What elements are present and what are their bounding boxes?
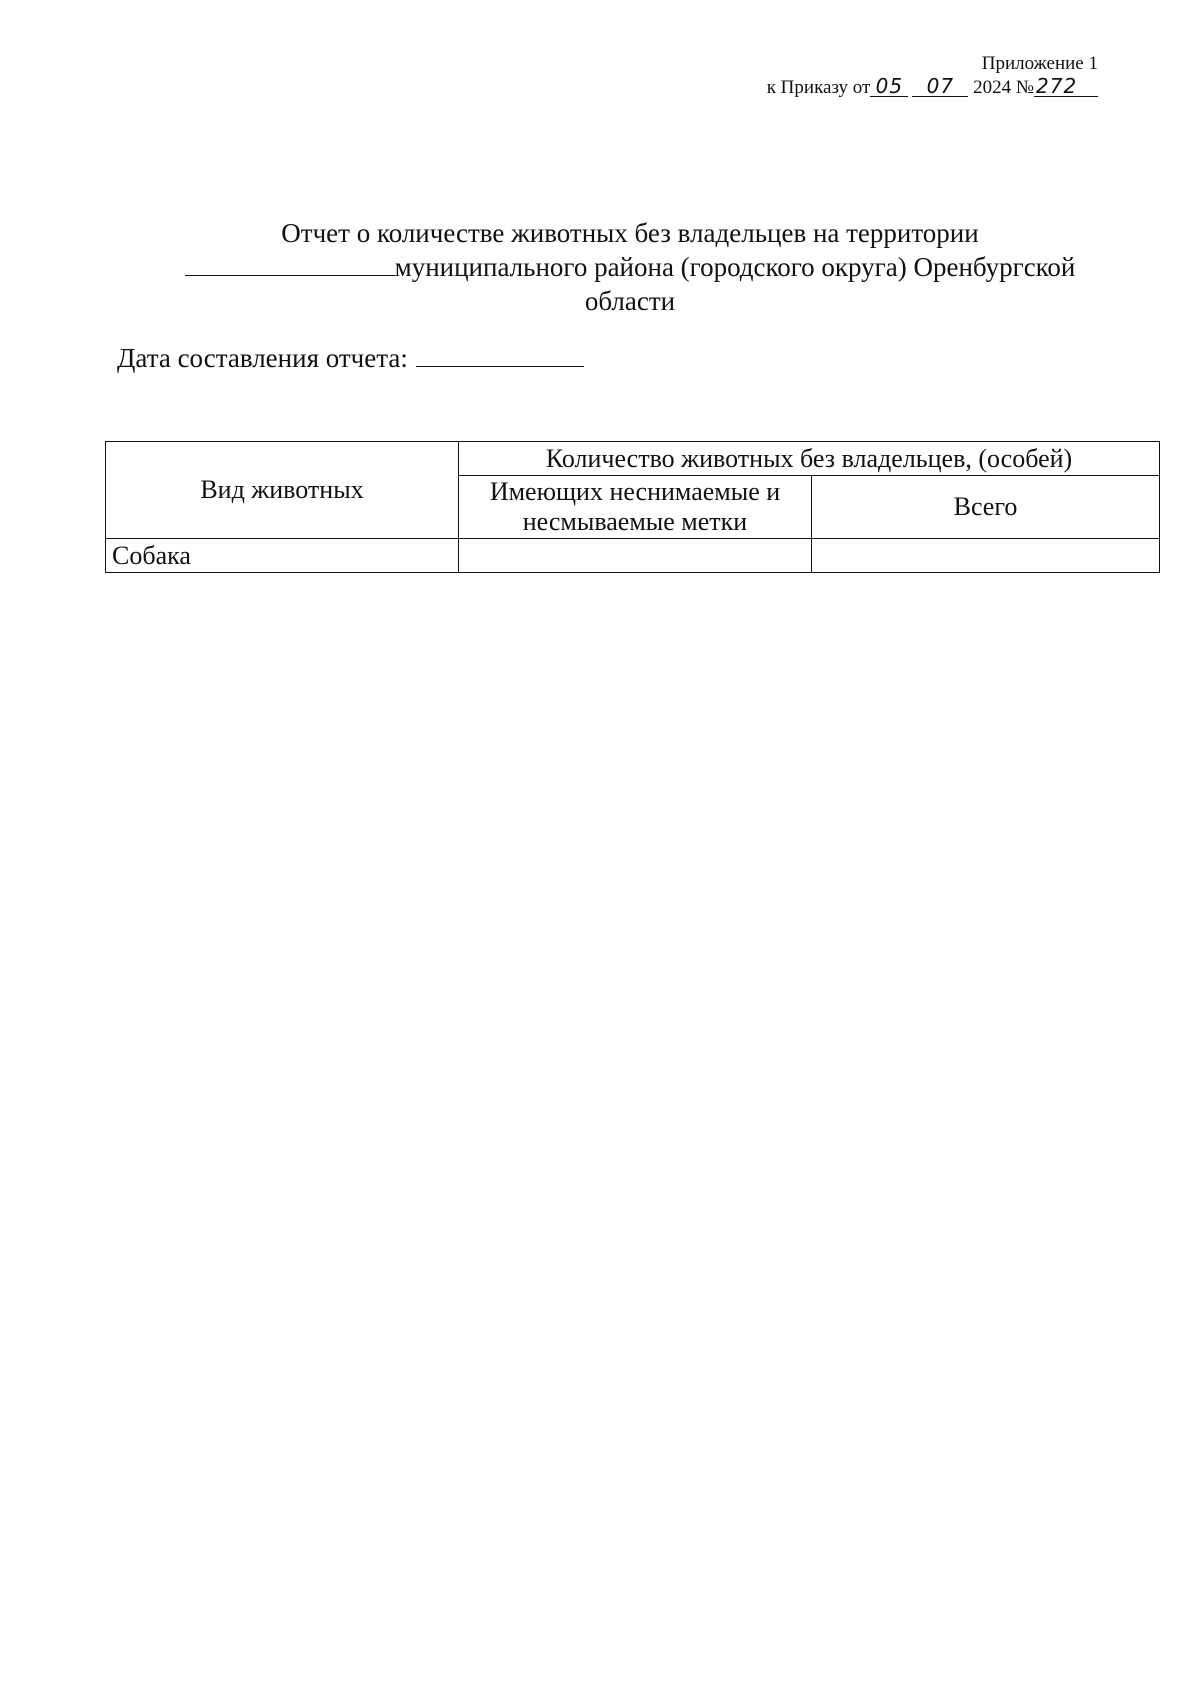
appendix-header xyxy=(767,52,1098,100)
header-marked: Имеющих неснимаемые и несмываемые метки xyxy=(459,476,812,539)
cell-marked xyxy=(459,539,812,573)
report-date-blank xyxy=(416,342,584,367)
title-line-2 xyxy=(130,250,1130,284)
cell-animal: Собака xyxy=(106,539,459,573)
order-prefix: к Приказу от xyxy=(766,77,871,98)
title-line-1: Отчет о количестве животных без владельцев на территории xyxy=(281,218,979,248)
cell-total xyxy=(812,539,1160,573)
handwritten-order-number: 272 xyxy=(1034,76,1098,97)
header-group-count: Количество животных без владельцев, (особей) xyxy=(459,442,1160,476)
title-line-2-text: муниципального района (городского округа) Оренбургской xyxy=(394,252,1076,282)
order-year: 2024 xyxy=(973,77,1012,98)
handwritten-month: 07 xyxy=(912,76,968,97)
order-reference xyxy=(767,76,1098,100)
report-table xyxy=(105,441,1160,573)
appendix-title: Приложение 1 xyxy=(981,53,1098,74)
handwritten-day: 05 xyxy=(870,76,908,97)
header-animal-type: Вид животных xyxy=(106,442,459,539)
table-header-row xyxy=(106,442,1160,476)
number-sign: № xyxy=(1015,77,1034,98)
report-date-line xyxy=(117,342,584,374)
report-date-label: Дата составления отчета: xyxy=(117,343,408,373)
report-title xyxy=(130,216,1130,318)
table-row xyxy=(106,539,1160,573)
title-line-3: области xyxy=(584,286,676,316)
header-total: Всего xyxy=(812,476,1160,539)
district-blank xyxy=(185,253,395,276)
